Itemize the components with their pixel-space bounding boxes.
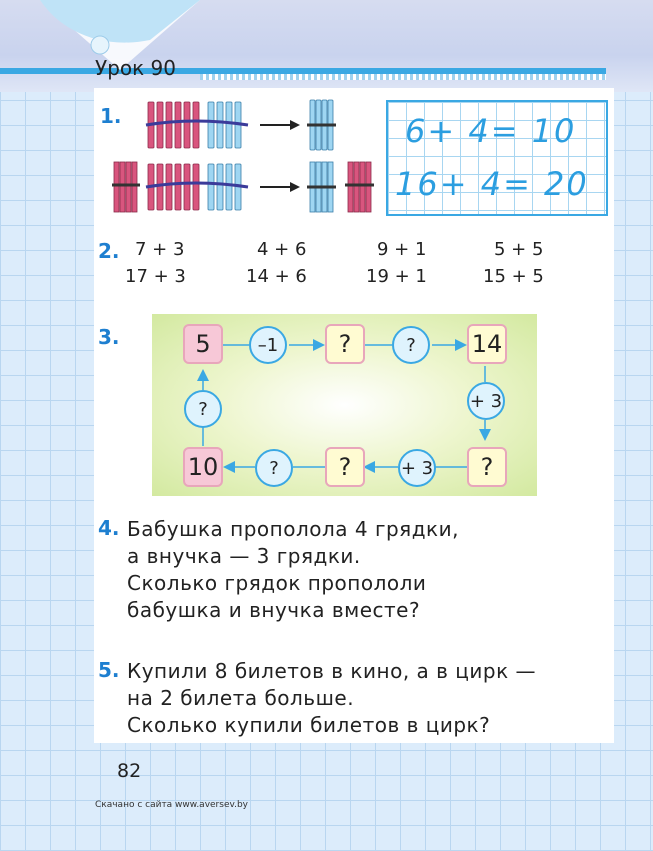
task-5-line-1: Купили 8 билетов в кино, а в цирк — bbox=[127, 659, 537, 683]
task-2-r1c1: 7 + 3 bbox=[135, 239, 185, 260]
page-number: 82 bbox=[117, 760, 142, 782]
chain-box-10: 10 bbox=[183, 447, 223, 487]
task-5-line-3: Сколько купили билетов в цирк? bbox=[127, 713, 491, 737]
task-2-r1c3: 9 + 1 bbox=[377, 239, 427, 260]
task-4-number: 4. bbox=[98, 516, 120, 540]
lesson-title: Урок 90 bbox=[95, 56, 177, 80]
sticks-illustration bbox=[110, 95, 385, 225]
task-5-text bbox=[127, 658, 536, 739]
task-3-number: 3. bbox=[98, 325, 120, 349]
chain-box-q2: ? bbox=[325, 447, 365, 487]
chain-op-plus-3-right: + 3 bbox=[467, 382, 505, 420]
source-note: Скачано с сайта www.aversev.by bbox=[95, 800, 249, 810]
task-4-line-4: бабушка и внучка вместе? bbox=[127, 598, 421, 622]
chain-op-minus-1: –1 bbox=[249, 326, 287, 364]
task-5-line-2: на 2 билета больше. bbox=[127, 686, 355, 710]
task-2-number: 2. bbox=[98, 239, 120, 263]
task-1-number: 1. bbox=[100, 104, 122, 128]
chain-box-5: 5 bbox=[183, 324, 223, 364]
task-4-line-2: а внучка — 3 грядки. bbox=[127, 544, 361, 568]
task-2-r2c3: 19 + 1 bbox=[366, 266, 427, 287]
chain-op-q2: ? bbox=[255, 449, 293, 487]
task-2-r2c4: 15 + 5 bbox=[483, 266, 544, 287]
task-2-r2c2: 14 + 6 bbox=[246, 266, 307, 287]
task-2-r1c2: 4 + 6 bbox=[257, 239, 307, 260]
chain-op-q1: ? bbox=[392, 326, 430, 364]
chain-op-q3: ? bbox=[184, 390, 222, 428]
task-4-line-3: Сколько грядок пропололи bbox=[127, 571, 427, 595]
task-1-equation-2: 16+ 4= 20 bbox=[395, 165, 589, 203]
chain-box-q1: ? bbox=[325, 324, 365, 364]
task-4-line-1: Бабушка прополола 4 грядки, bbox=[127, 517, 459, 541]
task-2-r2c1: 17 + 3 bbox=[125, 266, 186, 287]
task-1-equation-1: 6+ 4= 10 bbox=[405, 112, 577, 150]
task-2-r1c4: 5 + 5 bbox=[494, 239, 544, 260]
chain-op-plus-3-bottom: + 3 bbox=[398, 449, 436, 487]
task-4-text bbox=[127, 516, 459, 624]
task-5-number: 5. bbox=[98, 658, 120, 682]
chain-box-q3: ? bbox=[467, 447, 507, 487]
header-dashed-stripe bbox=[200, 74, 606, 80]
chain-box-14: 14 bbox=[467, 324, 507, 364]
